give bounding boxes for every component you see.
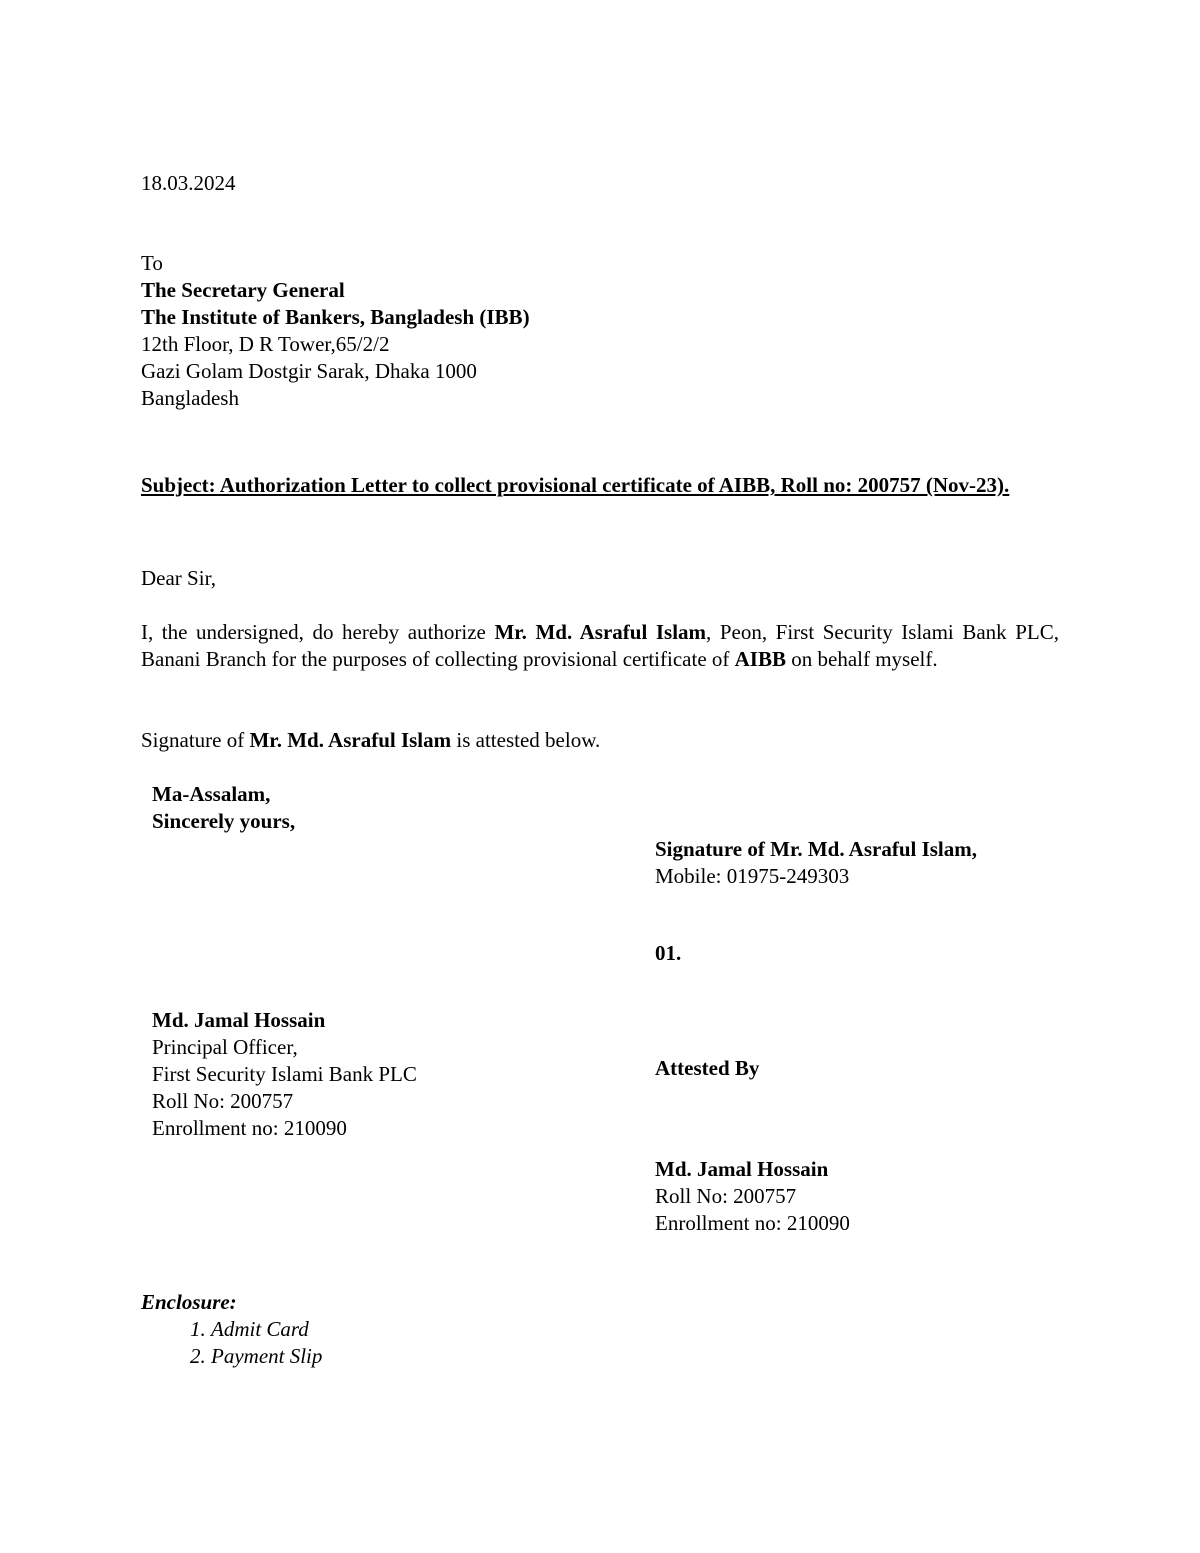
recipient-address-line1: 12th Floor, D R Tower,65/2/2 (141, 332, 390, 356)
list-item: 2. Payment Slip (211, 1343, 322, 1370)
attester-name: Md. Jamal Hossain (655, 1157, 829, 1181)
signer-block (152, 1007, 417, 1142)
attester-block (655, 1156, 850, 1237)
signer-roll: Roll No: 200757 (152, 1089, 294, 1113)
recipient-title: The Secretary General (141, 278, 345, 302)
signer-designation: Principal Officer, (152, 1035, 298, 1059)
recipient-address (141, 250, 530, 412)
body-paragraph (141, 619, 1059, 673)
body-text: I, the undersigned, do hereby authorize (141, 620, 495, 644)
body-text: Signature of (141, 728, 250, 752)
signer-name: Md. Jamal Hossain (152, 1008, 326, 1032)
enclosure-list (141, 1316, 322, 1370)
recipient-address-line2: Gazi Golam Dostgir Sarak, Dhaka 1000 (141, 359, 477, 383)
aibb-label: AIBB (734, 647, 786, 671)
signature-number: 01. (655, 941, 682, 965)
enclosure-section (141, 1289, 322, 1370)
mobile-number: Mobile: 01975-249303 (655, 864, 850, 888)
body-text: on behalf myself. (786, 647, 938, 671)
enclosure-label: Enclosure: (141, 1290, 237, 1314)
list-item: 1. Admit Card (211, 1316, 322, 1343)
signer-bank: First Security Islami Bank PLC (152, 1062, 417, 1086)
closing (152, 781, 295, 835)
attester-roll: Roll No: 200757 (655, 1184, 797, 1208)
salutation: Dear Sir, (141, 566, 216, 590)
attested-by-label: Attested By (655, 1056, 760, 1080)
authorized-person-name: Mr. Md. Asraful Islam (249, 728, 452, 752)
authorized-person-name: Mr. Md. Asraful Islam (494, 620, 707, 644)
signature-label: Signature of Mr. Md. Asraful Islam, (655, 837, 978, 861)
letter-date: 18.03.2024 (141, 171, 236, 195)
signature-block (655, 836, 977, 890)
body-text: , Peon, First Security Islami Bank PLC, Banani Branch for the purposes of collecting provisional certificate of (141, 620, 1059, 671)
subject-line: Subject: Authorization Letter to collect provisional certificate of AIBB, Roll no: 200757 (Nov-23). (141, 473, 1010, 497)
closing-line: Sincerely yours, (152, 809, 296, 833)
recipient-country: Bangladesh (141, 386, 239, 410)
recipient-organization: The Institute of Bankers, Bangladesh (IBB) (141, 305, 530, 329)
attester-enrollment: Enrollment no: 210090 (655, 1211, 850, 1235)
signer-enrollment: Enrollment no: 210090 (152, 1116, 347, 1140)
closing-line: Ma-Assalam, (152, 782, 271, 806)
body-text: is attested below. (451, 728, 601, 752)
recipient-to: To (141, 251, 163, 275)
attestation-sentence (141, 727, 600, 754)
